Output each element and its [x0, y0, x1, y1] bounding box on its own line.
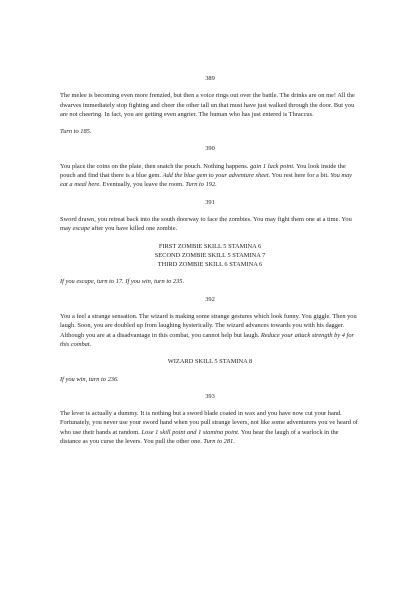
text-run: You place the coins on the plate, then snatch the pouch. Nothing happens. [60, 162, 250, 170]
text-run: You look inside the pouch and find that there is a blue gem. [60, 162, 346, 180]
text-run: The lever is actually a dummy. It is nothing but a sword blade coated in wax and you have now cut your hand. Fortunately, you never use your sword hand when you pull strange levers, not like some adventurers you ve heard of who use their hands at random. [60, 410, 358, 436]
section-number: 391 [205, 198, 215, 206]
text-run: Sword drawn, you retreat back into the south doorway to face the zombies. You may fight them one at a time. You may [60, 215, 352, 233]
turn-instruction: If you win, turn to 236. [60, 375, 119, 383]
turn-instruction: Turn to 192. [185, 181, 217, 189]
turn-instruction: Turn to 281. [203, 438, 235, 446]
section-number: 389 [205, 75, 215, 82]
section-text: The melee is becoming even more frenzied, but then a voice rings out over the battle. The drinks are on me! All the dwarves immediately stop fighting and cheer the other tall un that must have just walked through the door. But you are not cheering. In fact, you are getting even angrier. The human who has just entered is Thraccus. [60, 92, 355, 118]
text-run: after you have killed one zombie. [90, 225, 178, 233]
section-number: 390 [205, 145, 215, 153]
section-number: 392 [205, 295, 215, 303]
section-text [60, 409, 360, 446]
section-number: 393 [205, 392, 215, 400]
enemy-stat-line: SECOND ZOMBIE SKILL 5 STAMINA 7 [154, 251, 266, 259]
instruction-text: Add the blue gem to your adventure sheet. [162, 172, 271, 180]
instruction-text: Reduce your attack strength by 4 for this combat. [60, 331, 355, 348]
instruction-text: escape [72, 225, 90, 233]
section-text [60, 312, 360, 349]
turn-instruction: If you escape, turn to 17. If you win, turn to 235. [60, 278, 185, 286]
turn-instruction: Turn to 185. [60, 128, 92, 136]
instruction-text: Lose 1 skill point and 1 stamina point. [141, 428, 240, 436]
enemy-stat-line: WIZARD SKILL 5 STAMINA 8 [167, 358, 253, 366]
enemy-stat-line: THIRD ZOMBIE SKILL 6 STAMINA 6 [157, 261, 263, 269]
instruction-text: gain 1 luck point. [249, 162, 295, 170]
text-run: You a feel a strange sensation. The wizard is making some strange gestures which look funny. You giggle. Then you laugh. Soon, you are doubled up from laughing hysterically. The wizard advances towards you with his dagger. Although you are at a disadvantage in this combat, you cannot help but laugh. [60, 313, 357, 339]
enemy-stat-line: FIRST ZOMBIE SKILL 5 STAMINA 6 [158, 242, 262, 250]
text-run: You rest here for a bit. [270, 172, 331, 180]
section-text [60, 215, 360, 234]
text-run: You hear the laugh of a warlock in the distance as you curse the levers. You pull the other one. [60, 428, 339, 446]
combat-stats [60, 357, 360, 366]
instruction-text: You may eat a meal here. [60, 172, 353, 189]
combat-stats [60, 242, 360, 270]
text-run: Eventually, you leave the room. [100, 181, 186, 189]
section-text [60, 162, 360, 190]
book-page [60, 74, 360, 454]
